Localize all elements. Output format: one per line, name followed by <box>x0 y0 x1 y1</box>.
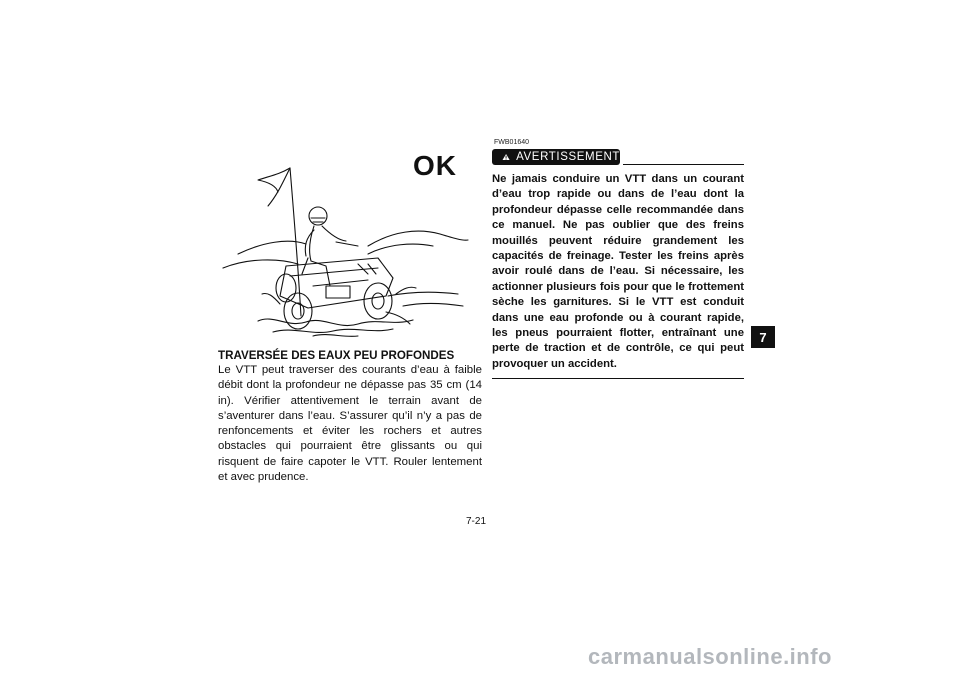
warning-bottom-rule <box>492 378 744 379</box>
chapter-tab: 7 <box>751 326 775 348</box>
section-heading: TRAVERSÉE DES EAUX PEU PROFONDES <box>218 349 455 362</box>
warning-badge <box>492 149 620 165</box>
page-number: 7-21 <box>466 516 487 527</box>
warning-box <box>492 138 744 379</box>
warning-title: AVERTISSEMENT <box>516 151 620 163</box>
ok-label: OK <box>413 150 457 181</box>
warning-header <box>492 149 744 166</box>
warning-top-rule <box>623 164 744 165</box>
left-column <box>218 348 482 485</box>
warning-text: Ne jamais conduire un VTT dans un courant d’eau trop rapide ou dans de l’eau dont la profondeur dépasse celle recommandée dans ce manuel. Ne pas oublier que des freins mouillés peuvent réduire grandement les capacités de freinage. Tester les freins après avoir roulé dans de l’eau. Si nécessaire, les actionner plusieurs fois pour que le frottement sèche les garnitures. Si le VTT est conduit dans une eau profonde ou à courant rapide, les pneus pourraient flotter, entraînant une perte de traction et de contrôle, ce qui peut provoquer un accident. <box>492 173 744 370</box>
warning-ref-code: FWB01640 <box>494 139 530 146</box>
warning-triangle-icon <box>502 150 510 164</box>
watermark: carmanualsonline.info <box>588 644 832 669</box>
section-body: Le VTT peut traverser des courants d’eau à faible débit dont la profondeur ne dépasse pas 35 cm (14 in). Vérifier attentivement le terrain avant de s’aventurer dans l’eau. S’assurer qu’il n’y a pas de renfoncements et éviter les rochers et autres obstacles qui pourraient être glissants ou qui risquent de faire capoter le VTT. Rouler lentement et avec prudence. <box>218 364 482 484</box>
